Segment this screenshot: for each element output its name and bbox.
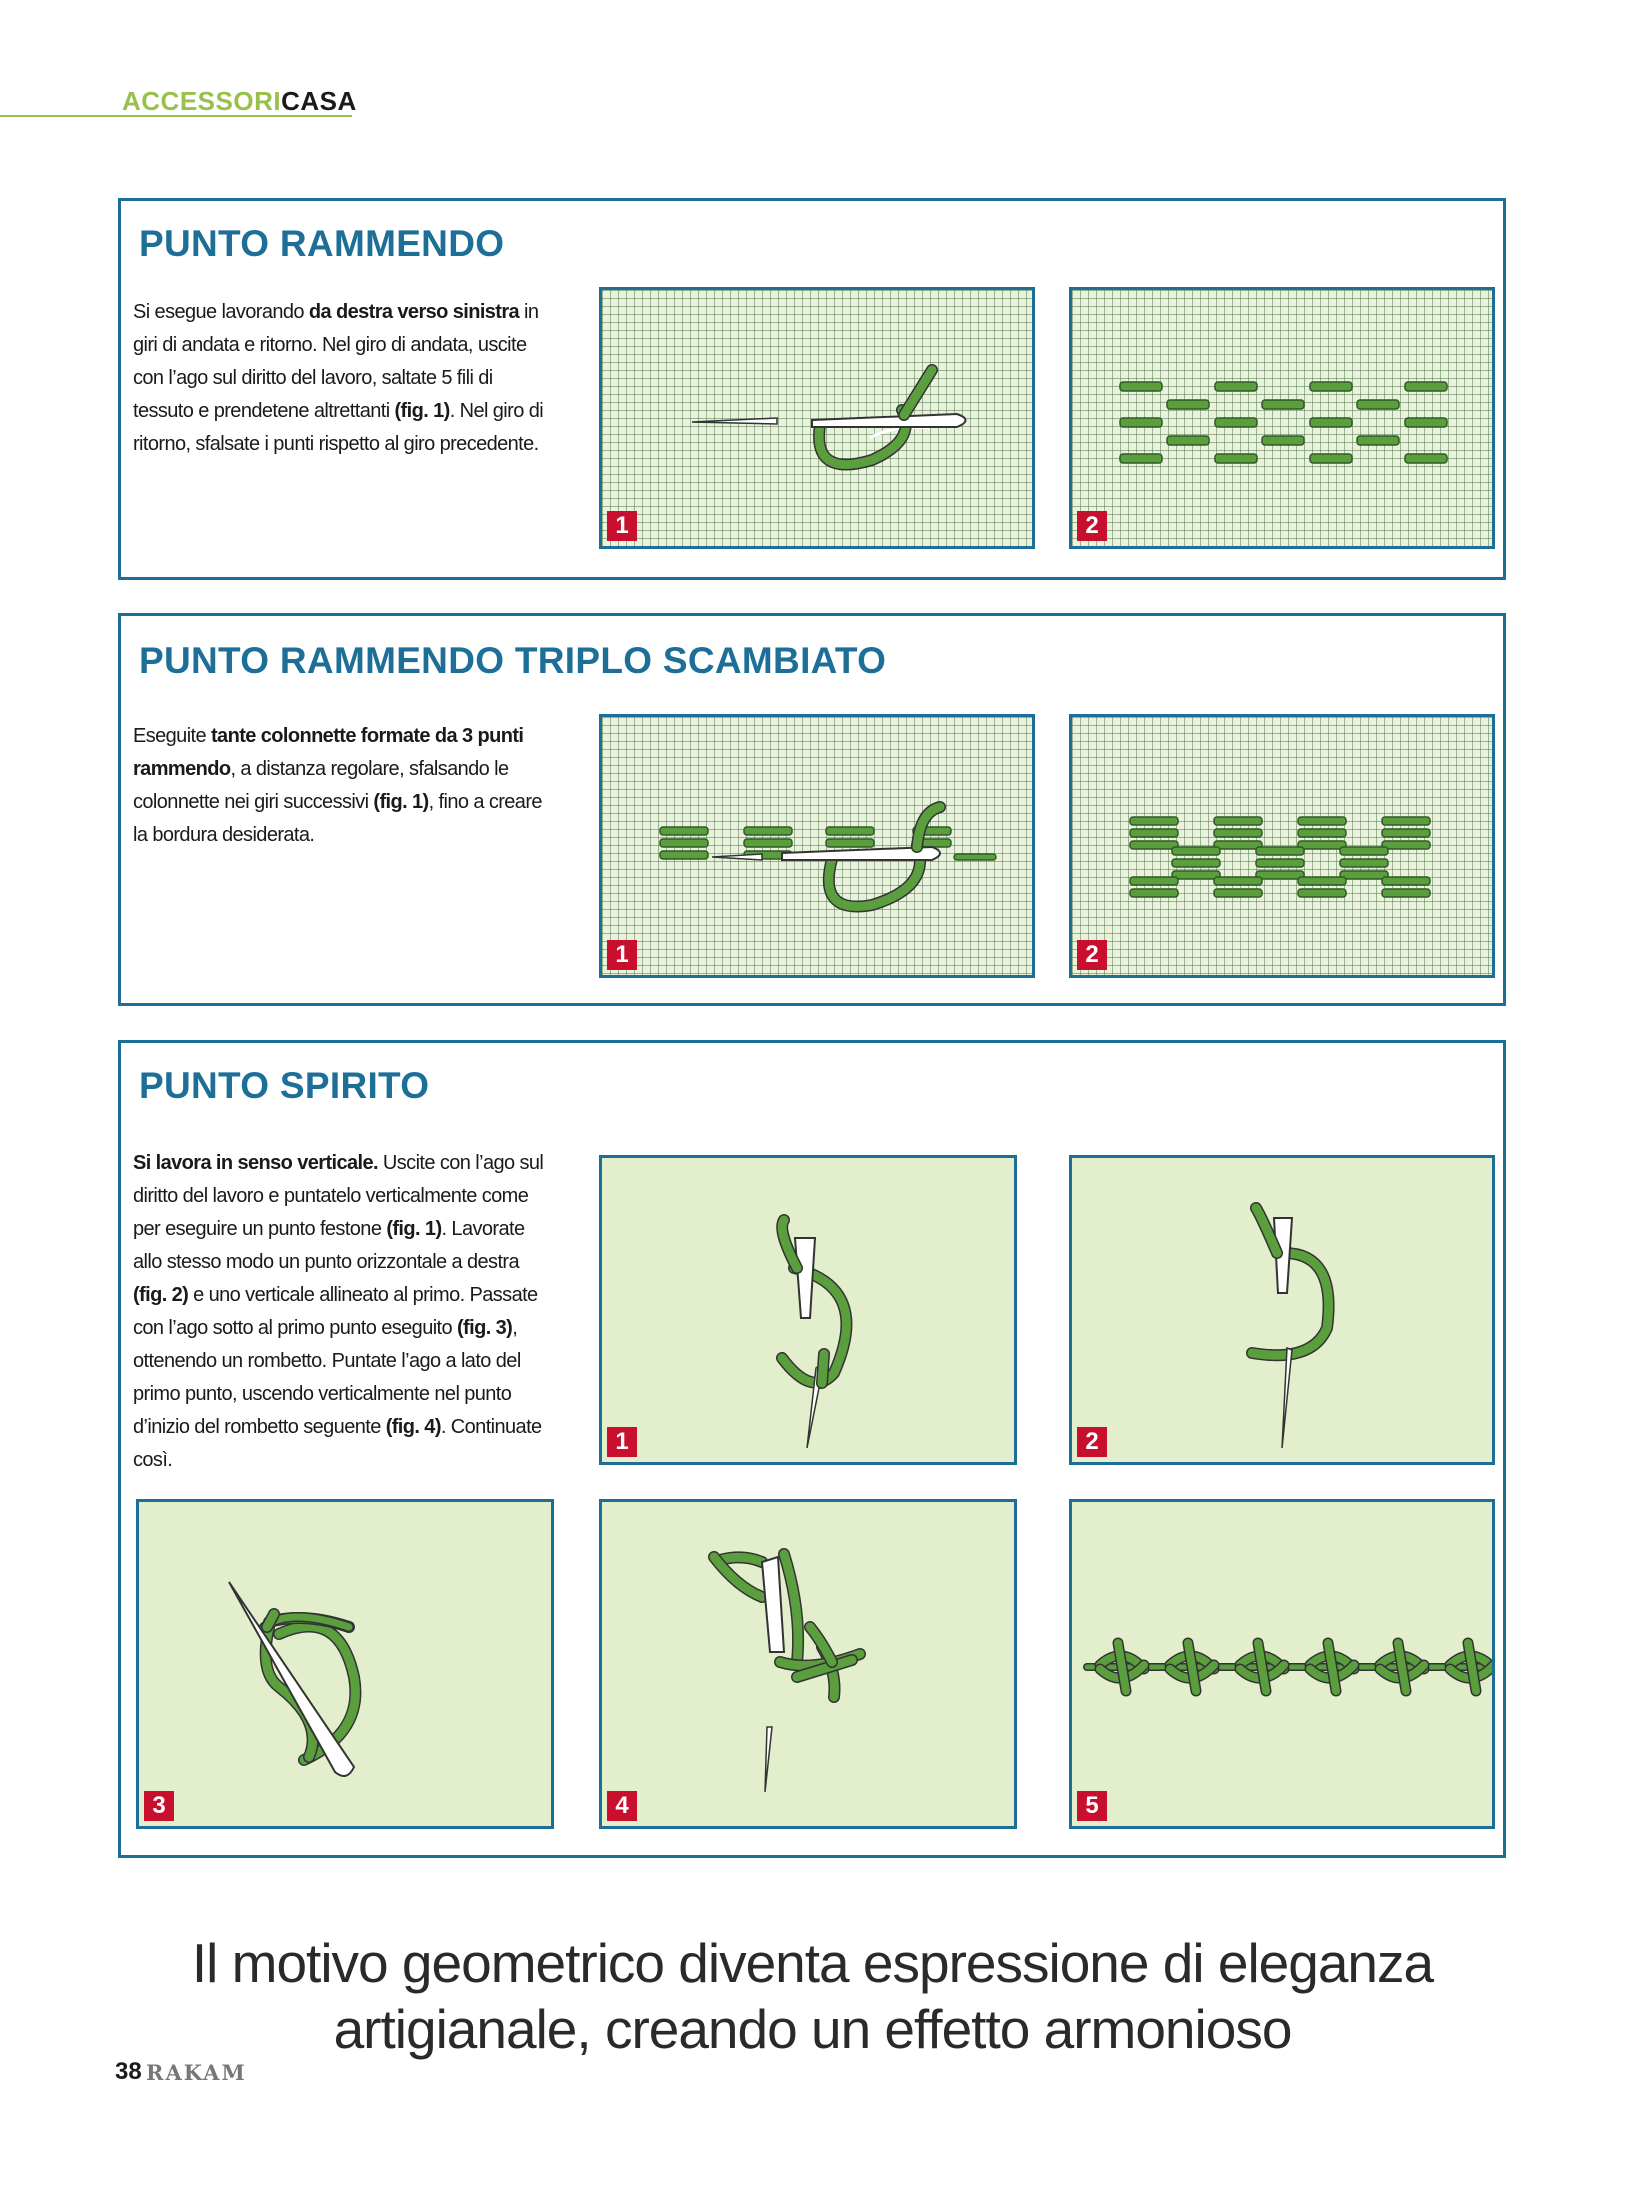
figure-panel-1 — [599, 714, 1035, 978]
figure-number: 4 — [607, 1791, 637, 1821]
body-text: , fino a creare la bordura desiderata. — [133, 791, 542, 846]
stitch-pattern-illustration — [1072, 1502, 1495, 1829]
box-description — [133, 1147, 548, 1477]
section-tag-accent: ACCESSORI — [122, 86, 282, 116]
body-text: Si esegue lavorando — [133, 301, 309, 323]
figure-panel-2 — [1069, 714, 1495, 978]
emphasis-text: da destra verso sinistra — [308, 301, 520, 323]
figure-number: 2 — [1077, 940, 1107, 970]
pull-quote — [100, 1930, 1525, 2062]
darning-rows — [1120, 382, 1447, 463]
emphasis-text: (fig. 2) — [133, 1284, 189, 1306]
emphasis-text: (fig. 1) — [386, 1218, 442, 1240]
stitch-illustration — [1072, 1158, 1495, 1465]
emphasis-text: (fig. 4) — [385, 1416, 441, 1438]
stitch-illustration — [602, 1158, 1017, 1465]
emphasis-text: (fig. 3) — [457, 1317, 513, 1339]
page-number: 38 — [115, 2058, 142, 2085]
figure-number: 2 — [1077, 1427, 1107, 1457]
box-description — [133, 720, 548, 852]
figure-panel-2 — [1069, 287, 1495, 549]
stitch-pattern-illustration — [1072, 717, 1495, 978]
body-text: Eseguite — [133, 725, 211, 747]
figure-panel-2 — [1069, 1155, 1495, 1465]
stitch-illustration — [139, 1502, 554, 1829]
stitch-illustration — [602, 717, 1035, 978]
body-text: . Nel giro di ritorno, sfalsate i punti rispetto al giro precedente. — [133, 400, 544, 455]
stitch-illustration — [602, 290, 1035, 549]
box-punto-spirito — [118, 1040, 1506, 1858]
figure-number: 1 — [607, 511, 637, 541]
body-text: , ottenendo un rombetto. Puntate l’ago a lato del primo punto, uscendo verticalmente nel punto d’inizio del rombetto seguente — [133, 1317, 521, 1438]
figure-panel-5 — [1069, 1499, 1495, 1829]
figure-number: 1 — [607, 940, 637, 970]
figure-panel-3 — [136, 1499, 554, 1829]
magazine-name: RAKAM — [146, 2060, 247, 2085]
box-title: PUNTO SPIRITO — [139, 1065, 430, 1106]
figure-number: 2 — [1077, 511, 1107, 541]
section-tag-main: CASA — [281, 86, 357, 116]
body-text: . Continuate così. — [133, 1416, 542, 1471]
section-tag — [122, 86, 357, 117]
pull-quote-line-2: artigianale, creando un effetto armonioso — [333, 1998, 1292, 2060]
box-title: PUNTO RAMMENDO — [139, 223, 505, 264]
figure-number: 5 — [1077, 1791, 1107, 1821]
body-text: e uno verticale allineato al primo. Passate con l’ago sotto al primo punto eseguito — [133, 1284, 538, 1339]
box-title: PUNTO RAMMENDO TRIPLO SCAMBIATO — [139, 640, 887, 681]
body-text: . Lavorate allo stesso modo un punto orizzontale a destra — [133, 1218, 525, 1273]
stitch-illustration — [602, 1502, 1017, 1829]
box-description — [133, 296, 548, 461]
box-punto-rammendo — [118, 198, 1506, 580]
figure-panel-1 — [599, 287, 1035, 549]
box-punto-rammendo-triplo — [118, 613, 1506, 1006]
body-text: in giri di andata e ritorno. Nel giro di andata, uscite con l’ago sul diritto del lavoro, saltate 5 fili di tessuto e prendetene altrettanti — [133, 301, 539, 422]
emphasis-text: Si lavora in senso verticale. — [133, 1152, 378, 1174]
body-text: Uscite con l’ago sul diritto del lavoro e puntatelo verticalmente come per eseguire un punto festone — [133, 1152, 544, 1240]
staggered-columns — [1130, 817, 1430, 897]
figure-number: 3 — [144, 1791, 174, 1821]
figure-number: 1 — [607, 1427, 637, 1457]
pull-quote-line-1: Il motivo geometrico diventa espressione di eleganza — [191, 1932, 1434, 1994]
figure-panel-1 — [599, 1155, 1017, 1465]
emphasis-text: tante colonnette formate da 3 punti rammendo — [133, 725, 524, 780]
figure-panel-4 — [599, 1499, 1017, 1829]
stitch-pattern-illustration — [1072, 290, 1495, 549]
emphasis-text: (fig. 1) — [394, 400, 450, 422]
emphasis-text: (fig. 1) — [373, 791, 429, 813]
body-text: , a distanza regolare, sfalsando le colonnette nei giri successivi — [133, 758, 509, 813]
